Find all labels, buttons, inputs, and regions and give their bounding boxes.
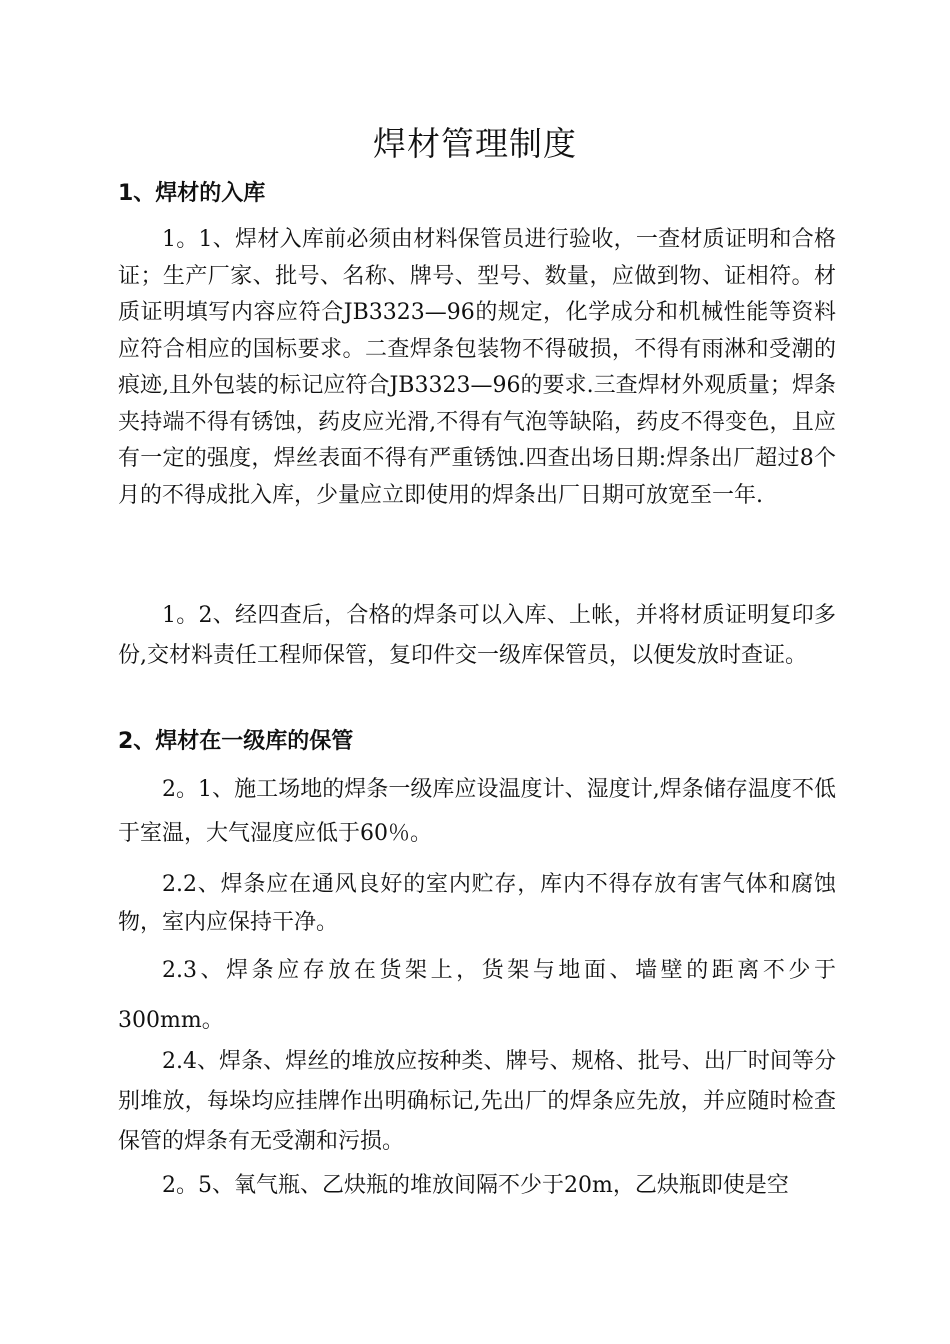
paragraph-1-1: 1。1、焊材入库前必须由材料保管员进行验收，一查材质证明和合格证；生产厂家、批号、名称、牌号、型号、数量，应做到物、证相符。材质证明填写内容应符合JB3323—96的规定，化学成分和机械性能等资料应符合相应的国标要求。二查焊条包装物不得破损，不得有雨淋和受潮的痕迹,且外包装的标记应符合JB3323—96的要求.三查焊材外观质量；焊条夹持端不得有锈蚀，药皮应光滑,不得有气泡等缺陷，药皮不得变色，且应有一定的强度，焊丝表面不得有严重锈蚀.四查出场日期:焊条出厂超过8个月的不得成批入库，少量应立即使用的焊条出厂日期可放宽至一年. [118,227,836,508]
paragraph-2-5: 2。5、氧气瓶、乙炔瓶的堆放间隔不少于20m，乙炔瓶即使是空 [162,1173,789,1198]
paragraph-2-1: 2。1、施工场地的焊条一级库应设温度计、湿度计,焊条储存温度不低于室温，大气湿度应低于60％。 [118,777,836,846]
document-title: 焊材管理制度 [373,124,577,163]
section-heading-2: 2、焊材在一级库的保管 [118,729,354,754]
paragraph-2-2: 2.2、焊条应在通风良好的室内贮存，库内不得存放有害气体和腐蚀物，室内应保持干净。 [118,872,836,935]
paragraph-1-2: 1。2、经四查后，合格的焊条可以入库、上帐，并将材质证明复印多份,交材料责任工程师保管，复印件交一级库保管员，以便发放时查证。 [118,603,836,668]
paragraph-2-3: 2.3、焊条应存放在货架上，货架与地面、墙壁的距离不少于300mm。 [118,958,836,1033]
paragraph-2-4: 2.4、焊条、焊丝的堆放应按种类、牌号、规格、批号、出厂时间等分别堆放，每垛均应挂牌作出明确标记,先出厂的焊条应先放，并应随时检查保管的焊条有无受潮和污损。 [118,1049,836,1154]
section-heading-1: 1、焊材的入库 [118,181,266,206]
